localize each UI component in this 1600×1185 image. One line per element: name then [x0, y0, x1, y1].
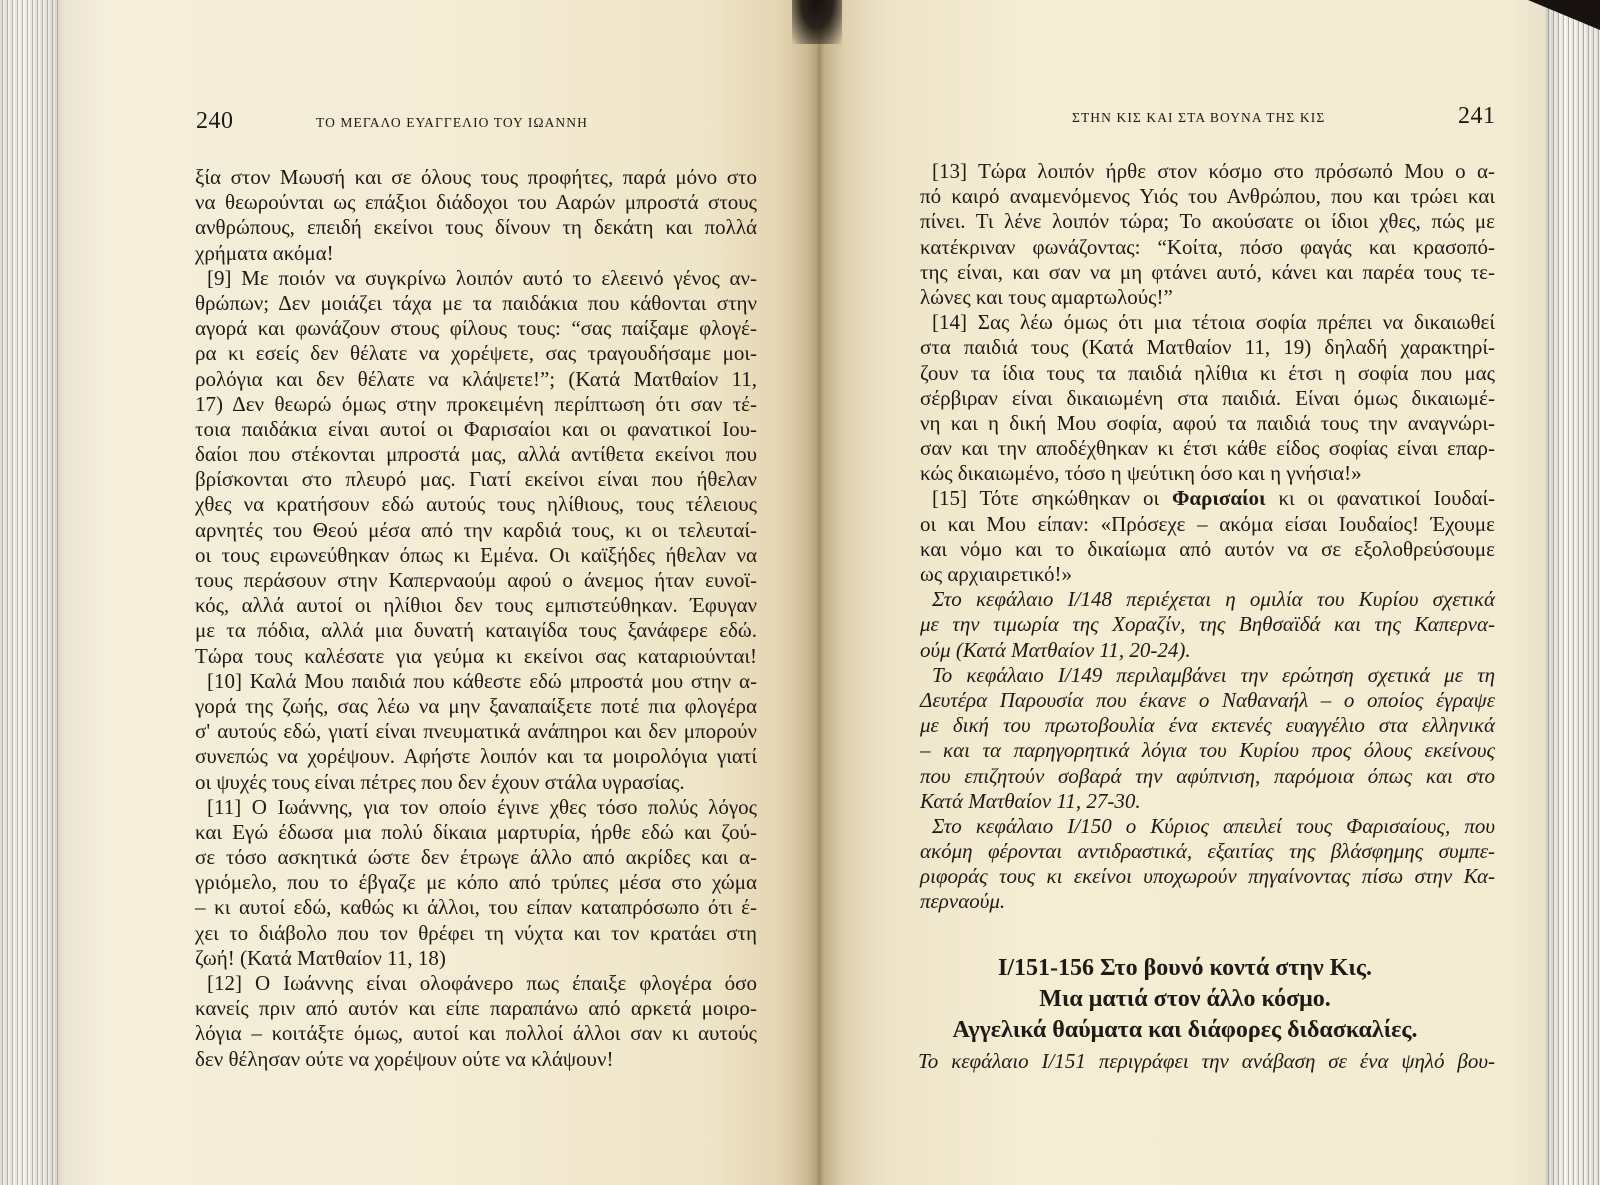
- bold-term: Φαρισαίοι: [1172, 486, 1266, 511]
- text-line: αγορά και φωνάζουν στους φίλους τους: “σας παίξαμε φλογέ-: [195, 316, 757, 341]
- text-line: οι ψυχές τους είναι πέτρες που δεν έχουν στάλα υγρασίας.: [195, 769, 685, 794]
- summary-line: με δική του πρωτοβουλία ένα εκτενές ευαγγέλιο στα ελληνικά: [920, 713, 1495, 738]
- text-line: ζωή! (Κατά Ματθαίον 11, 18): [195, 945, 446, 970]
- text-line: συνεπώς να χορέψουν. Αφήστε λοιπόν και τα μοιρολόγια γιατί: [195, 744, 757, 769]
- text-line: ανθρώπους, επειδή εκείνοι τους δίνουν τη δεκάτη και πολλά: [195, 215, 757, 240]
- text-line: στα παιδιά τους (Κατά Ματθαίον 11, 19) δηλαδή χαρακτηρί-: [920, 335, 1495, 360]
- text-line: λώνες και τους αμαρτωλούς!”: [920, 284, 1173, 309]
- text-segment: κι οι φανατικοί Ιουδαί-: [1265, 486, 1496, 511]
- summary-line: Στο κεφάλαιο I/150 ο Κύριος απειλεί τους Φαρισαίους, που: [932, 813, 1495, 838]
- text-line: χθες να κρατήσουν εδώ αυτούς τους ηλίθιους, τους τέλειους: [195, 492, 757, 517]
- section-heading: [900, 953, 1470, 1046]
- text-line: να θεωρούνται ως επάξιοι διάδοχοι του Ααρών μπροστά στους: [195, 190, 757, 215]
- text-line: [13] Τώρα λοιπόν ήρθε στον κόσμο στο πρόσωπό Μου ο α-: [932, 159, 1495, 183]
- text-line: και νόμο και το δικαίωμα από αυτόν να σε εξολοθρεύσουμε: [920, 536, 1495, 561]
- text-line: – κι αυτοί εδώ, καθώς κι άλλοι, του είπαν καταπρόσωπο ότι έ-: [195, 895, 757, 920]
- text-line: πίνει. Τι λένε λοιπόν τώρα; Το ακούσατε οι ίδιοι χθες, πώς με: [920, 209, 1495, 234]
- text-segment: [15] Τότε σηκώθηκαν οι: [932, 486, 1173, 511]
- text-line: ζουν τα ίδια τους τα παιδιά ηλίθια κι έτσι η σοφία που μας: [920, 360, 1495, 385]
- text-line: 17) Δεν θεωρώ όμως στην προκειμένη περίπτωση ότι σαν τέ-: [195, 391, 757, 416]
- right-page-closing: [918, 1049, 1495, 1074]
- summary-line: Στο κεφάλαιο I/148 περιέχεται η ομιλία του Κυρίου σχετικά: [932, 587, 1495, 612]
- text-line: της είναι, και σαν να μη φτάνει αυτό, κάνει και παρέα τους τε-: [920, 259, 1495, 284]
- text-line: σ' αυτούς εδώ, γιατί είναι πνευματικά ανάπηροι και δεν μπορούν: [195, 719, 757, 744]
- running-head-right: ΣΤΗΝ ΚΙΣ ΚΑΙ ΣΤΑ ΒΟΥΝΑ ΤΗΣ ΚΙΣ: [1072, 110, 1326, 125]
- text-line: νη και η δική Μου σοφία, αφού τα παιδιά τους την αναγνώρι-: [920, 410, 1495, 435]
- text-line: ως αρχιαιρετικό!»: [920, 562, 1072, 586]
- text-line: σαν και την αποδέχθηκαν κι έτσι κάθε είδος σοφίας είναι επαρ-: [920, 436, 1495, 461]
- summary-line: – και τα παρηγορητικά λόγια του Κυρίου προς όλους εκείνους: [920, 738, 1495, 763]
- text-line: θρώπων; Δεν μοιάζει τάχα με τα παιδάκια που κάθονται στην: [195, 290, 757, 315]
- text-line: [11] Ο Ιωάννης, για τον οποίο έγινε χθες τόσο πολύς λόγος: [207, 794, 757, 819]
- left-page-text: [195, 165, 757, 1072]
- text-line: βρίσκονται στο πλευρό μας. Γιατί εκείνοι είναι που ήθελαν: [195, 467, 757, 492]
- text-line: κατέκριναν φωνάζοντας: “Κοίτα, πόσο φαγάς και κρασοπό-: [920, 234, 1495, 259]
- text-line: πό καιρό αναμενόμενος Υιός του Ανθρώπου, που και τρώει και: [920, 184, 1495, 209]
- summary-line: ριφοράς τους κι εκείνοι υποχωρούν πηγαίνοντας πίσω στην Κα-: [920, 864, 1495, 889]
- summary-line: Το κεφάλαιο I/149 περιλαμβάνει την ερώτηση σχετικά με τη: [932, 662, 1495, 687]
- section-heading-line: I/151-156 Στο βουνό κοντά στην Κις.: [998, 955, 1372, 981]
- text-line: σε τόσο ασκητικά ώστε δεν έτρωγε άλλο από ακρίδες και α-: [195, 845, 757, 870]
- text-line: οι τους ειρωνεύθηκαν όπως κι Εμένα. Οι καϊξήδες ήθελαν να: [195, 542, 757, 567]
- summary-line: ούμ (Κατά Ματθαίον 11, 20-24).: [920, 637, 1191, 662]
- text-line: γριόμελο, που το έβγαζε με κόπο από τρύπες μέσα στο χώμα: [195, 870, 757, 895]
- section-heading-line: Μια ματιά στον άλλο κόσμο.: [1039, 986, 1331, 1012]
- text-line: οι και Μου είπαν: «Πρόσεχε – ακόμα είσαι Ιουδαίος! Έχουμε: [920, 511, 1495, 536]
- text-line: λόγια – κοιτάξτε όμως, αυτοί και πολλοί άλλοι σαν κι αυτούς: [195, 1021, 757, 1046]
- text-line: χει το διάβολο που τον θρέφει τη νύχτα και τον κρατάει στη: [195, 920, 757, 945]
- page-edge-stack-left: [0, 0, 58, 1185]
- text-line: χρήματα ακόμα!: [195, 240, 334, 265]
- page-number-right: 241: [1458, 103, 1496, 129]
- text-line: τους περάσουν στην Καπερναούμ αφού ο άνεμος ήταν ευνοϊ-: [195, 568, 757, 592]
- text-line: [14] Σας λέω όμως ότι μια τέτοια σοφία πρέπει να δικαιωθεί: [932, 310, 1495, 335]
- running-head-left: ΤΟ ΜΕΓΑΛΟ ΕΥΑΓΓΕΛΙΟ ΤΟΥ ΙΩΑΝΝΗ: [316, 115, 588, 130]
- text-line: τοια παιδάκια είναι αυτοί οι Φαρισαίοι και οι φανατικοί Ιου-: [195, 416, 757, 441]
- text-line: [9] Με ποιόν να συγκρίνω λοιπόν αυτό το ελεεινό γένος αν-: [207, 265, 757, 290]
- text-line: [10] Καλά Μου παιδιά που κάθεστε εδώ μπροστά μου στην α-: [207, 668, 757, 693]
- text-line: κός, αλλά αυτοί οι ηλίθιοι δεν τους εμπιστεύθηκαν. Έφυγαν: [195, 593, 757, 618]
- gutter-shadow: [792, 0, 842, 44]
- text-line: Τώρα τους καλέσατε για γεύμα κι εκείνοι σας καταριούνται!: [195, 643, 757, 668]
- summary-line: Δευτέρα Παρουσία που έκανε ο Ναθαναήλ – ο οποίος έγραψε: [920, 687, 1495, 712]
- text-line: με τα πόδια, αλλά μια δυνατή καταιγίδα τους ξανάφερε εδώ.: [195, 618, 757, 643]
- summary-line: περναούμ.: [920, 889, 1006, 914]
- text-line: κώς δικαιωμένο, τόσο η ψεύτικη όσο και η γνήσια!»: [920, 461, 1362, 486]
- summary-line: ακόμη φέρονται αντιδραστικά, εξαιτίας της βλάσφημης συμπε-: [920, 839, 1495, 864]
- summary-line: με την τιμωρία της Χοραζίν, της Βηθσαϊδά και της Καπερνα-: [920, 612, 1495, 637]
- text-line: [12] Ο Ιωάννης είναι ολοφάνερο πως έπαιξε φλογέρα όσο: [207, 971, 757, 995]
- summary-line: Κατά Ματθαίον 11, 27-30.: [920, 788, 1141, 813]
- page-number-left: 240: [196, 108, 234, 134]
- text-line: δαίοι που στέκονται μπροστά μας, αλλά αντίθετα εκείνοι που: [195, 442, 757, 467]
- summary-line: που επιζητούν σοβαρά την αφύπνιση, παρόμοια όπως και στο: [920, 763, 1495, 788]
- text-line: δεν θέλησαν ούτε να χορέψουν ούτε να κλάψουν!: [195, 1046, 614, 1071]
- section-heading-line: Αγγελικά θαύματα και διάφορες διδασκαλίες.: [952, 1017, 1418, 1043]
- text-line: αρνητές του Θεού μέσα από την καρδιά τους, κι οι τελευταί-: [195, 517, 757, 542]
- page-edge-stack-right: [1546, 0, 1600, 1185]
- summary-line: Το κεφάλαιο I/151 περιγράφει την ανάβαση σε ένα ψηλό βου-: [918, 1049, 1495, 1073]
- text-line: σέρβιραν είναι δικαιωμένη στα παιδιά. Είναι όμως δικαιωμέ-: [920, 385, 1495, 410]
- text-line: [920, 486, 1495, 511]
- text-line: κανείς πριν από αυτόν και είπε παραπάνω από αρκετά μοιρο-: [195, 996, 757, 1021]
- right-page-text: [920, 159, 1495, 915]
- text-line: ρολόγια και δεν θέλατε να κλάψετε!”; (Κατά Ματθαίον 11,: [195, 366, 757, 391]
- text-line: γορά της ζωής, σας λέω να μην ξαναπαίξετε ποτέ πια φλογέρα: [195, 693, 757, 718]
- text-line: ρα κι εσείς δεν θέλατε να χορέψετε, σας τραγουδήσαμε μοι-: [195, 341, 757, 366]
- text-line: και Εγώ έδωσα μια πολύ δίκαια μαρτυρία, ήρθε εδώ και ζού-: [195, 819, 757, 844]
- text-line: ξία στον Μωυσή και σε όλους τους προφήτες, παρά μόνο στο: [195, 165, 757, 189]
